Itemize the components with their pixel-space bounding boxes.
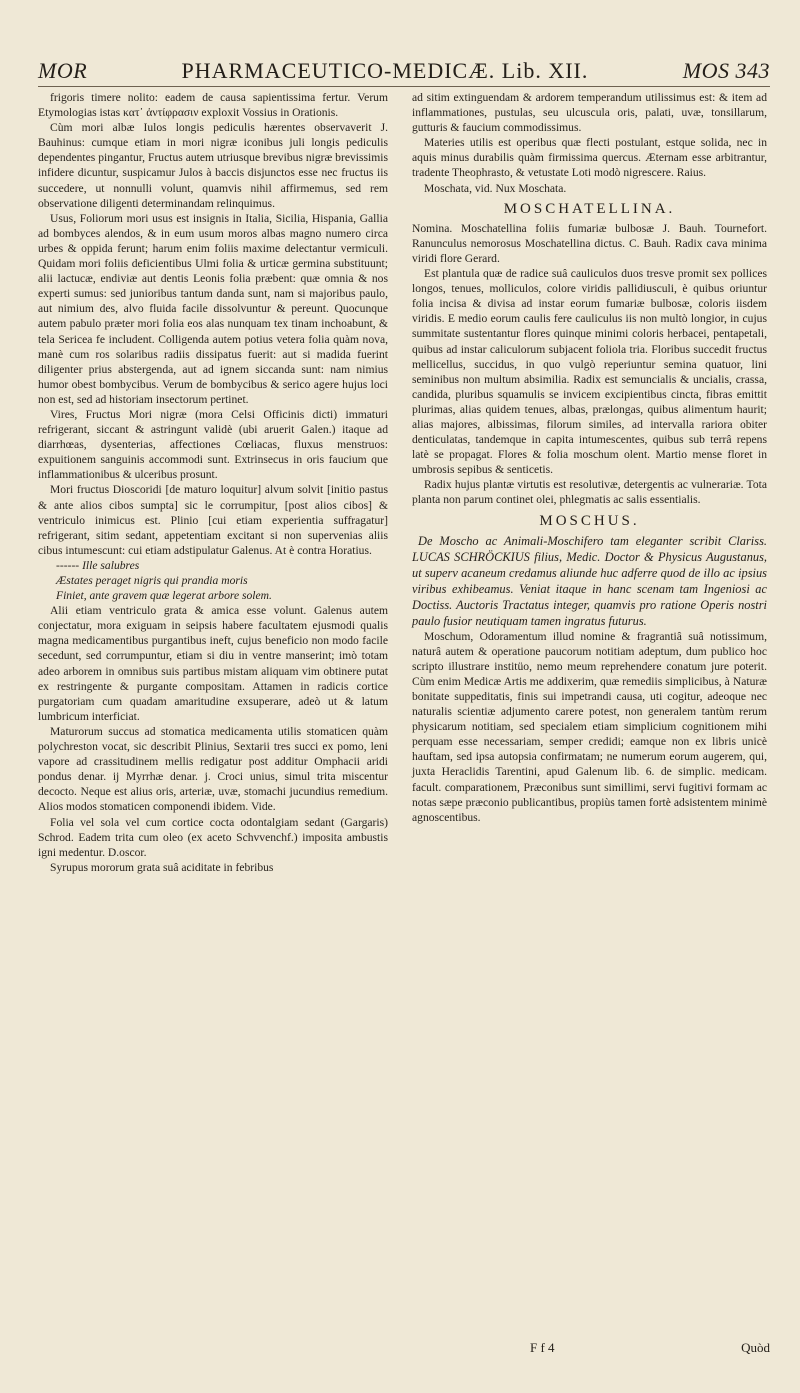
header-right: MOS 343 — [682, 58, 770, 83]
signature-mark: F f 4 — [530, 1340, 555, 1355]
paragraph: Moschata, vid. Nux Moschata. — [424, 181, 567, 195]
paragraph: Materies utilis est operibus quæ flecti postulant, estque solida, nec in aquis minus durabilis quàm firmissima quercus. Æternam esse arbitrantur, tradente Theophrasto, & vetustate Loti modò nigrescere. Raius. — [412, 136, 767, 180]
running-header — [38, 50, 770, 84]
catchword: Quòd — [741, 1340, 770, 1355]
paragraph: ad sitim extinguendam & ardorem temperandum utilissimus est: & item ad inflammationes, pustulas, seu ulcuscula oris, palati, uvæ, tonsillarum, gutturis & faucium commodissimus. — [412, 91, 767, 135]
paragraph: Nomina. Moschatellina foliis fumariæ bulbosæ J. Bauh. Tournefort. Ranunculus nemorosus Moschatellina dictus. C. Bauh. Radix cava minima viridi flore Gerard. — [412, 221, 767, 265]
paragraph: frigoris timere nolito: eadem de causa sapientissima fertur. Verum Etymologias istas κατ᾽ ἀντίφρασιν exploxit Vossius in Orationis. — [38, 91, 388, 120]
header-left: MOR — [38, 58, 88, 83]
header-title: PHARMACEUTICO-MEDICÆ. Lib. XII. — [181, 58, 589, 83]
right-column — [412, 90, 767, 825]
section-heading: MOSCHATELLINA. — [503, 200, 676, 217]
paragraph: Moschum, Odoramentum illud nomine & fragrantiâ suâ notissimum, naturâ autem & operatione paucorum notitiam adeptum, dum publico hoc scripto illustrare institüo, nemo meum reprehendere conatum jure poterit. Cùm enim Medicæ Artis me addixerim, quæ remediis simplicibus, à Naturæ bonitate suppeditatis, finis sui impetrandi causa, uti cogitur, adeoque nec naturalis scientiæ adjumento carere potest, non generalem tantùm rerum physicarum notitiam, sed specialem etiam simplicium cognitionem mihi perquam esse necessariam, semper credidi; eamque non ex libris unicè hauftam, sed ipsa autopsia confirmatam; ne numerum eorum augerem, qui, juxta Heraclidis Tarentini, apud Galenum lib. 6. de simplic. medicam. facult. comparationem, Præconibus sunt simillimi, servi fugitivi formam ac notas sæpe præconio publicantibus, propiùs tamen fortè adsistentem minimè agnoscentibus. — [412, 629, 767, 824]
page-footer — [530, 1340, 770, 1356]
paragraph: Mori fructus Dioscoridi [de maturo loquitur] alvum solvit [initio pastus & ante alios cibos sumpta] sic le corrumpitur, [post alios cibos] & ventriculo inimicus est. Plinio [cui etiam experientia suffragatur] refrigerant, sitim sedant, appetentiam excitant si non supervenias aliis cibus intumescunt: cui etiam adstipulatur Galenus. At è contra Horatius. — [38, 483, 388, 557]
verse-line: Æstates peraget nigris qui prandia moris — [56, 574, 248, 587]
section-heading: MOSCHUS. — [539, 512, 640, 529]
section-intro: De Moscho ac Animali-Moschifero tam eleganter scribit Clariss. LUCAS SCHRÖCKIUS filius, Medic. Doctor & Physicus Augustanus, ut superv acaneum credamus aliunde huc adferre quod de illo ac ipsius viribus exhibeamus. Veniat itaque in hanc scenam tam Ingeniosi ac Doctiss. Auctoris Tractatus integer, quamvis pro ratione Operis nostri paulo fusior neutiquam tamen ingratus futurus. — [412, 533, 767, 628]
paragraph: Usus, Foliorum mori usus est insignis in Italia, Sicilia, Hispania, Gallia ad bombyces alendos, & in eum usum moros albas magno numero circa urbes & oppida ferunt; harum enim foliis maxime delectantur vermiculi. Quidam mori foliis deficientibus Ulmi folia & urticæ germina substituunt; alii lactucæ, endiviæ aut dentis Leonis folia præbent: quæ omnia & nos experti sumus: sed junioribus tantum danda sunt, nam si majoribus paulo, aut nimium des, alvo fluida facile dissolvuntur & pereunt. Quocunque autem pabulo præter mori folia eos alas nunquam tex tinam inchoabunt, & tela Sericea fe includent. Colligenda autem potius vetera folia quàm nova, manè cum ros solaribus radiis dissipatus fuerit: aut si madida fuerint diligenter prius abstergenda, aut ad ignem siccanda sunt: nam nimius humor obest bombycibus. Verum de bombycibus & serico agere hujus loci non est, sed ad historiam insectorum pertinet. — [38, 211, 388, 406]
paragraph: Radix hujus plantæ virtutis est resolutivæ, detergentis ac vulnerariæ. Tota planta non parum continet olei, phlegmatis ac salis essentialis. — [412, 478, 767, 507]
paragraph: Cùm mori albæ Iulos longis pediculis hærentes observaverit J. Bauhinus: cumque etiam in mori nigræ iconibus juli longis pediculis dependentes pingantur, Fructus autem utriusque brevibus nigræ brevissimis infidere dicuntur, suspicamur Julos à baccis disjunctos esse nec fructus iis succedere, ut nonnulli volunt, quamvis nihil affirmemus, sed rem observatione diligenti determinandam relinquimus. — [38, 121, 388, 210]
verse-line: Finiet, ante gravem quæ legerat arbore solem. — [56, 589, 272, 603]
paragraph: Syrupus mororum grata suâ aciditate in febribus — [50, 860, 274, 874]
paragraph: Maturorum succus ad stomatica medicamenta utilis stomaticen quàm polychreston vocat, sic describit Plinius, Sextarii tres succi ex pomo, leni vapore ad crassitudinem mellis redigatur post additur Omphacii aridi pondus denar. ij Myrrhæ denar. j. Croci unius, simul trita miscentur decocto. Neque est alius oris, arteriæ, uvæ, stomachi jucundius remedium. Alios modos stomaticen componendi ibidem. Vide. — [38, 724, 388, 814]
paragraph: Folia vel sola vel cum cortice cocta odontalgiam sedant (Gargaris) Schrod. Eadem trita cum oleo (ex aceto Schvvenchf.) imposita ambustis igni medentur. D.oscor. — [38, 815, 388, 859]
paragraph: Est plantula quæ de radice suâ cauliculos duos tresve promit sex pollices longos, tenues, molliculos, colore viridis pallidiusculi, è quibus oriuntur folia incisa & divisa ad instar eorum fumariæ bulbosæ, coloris iisdem viridis. E medio eorum caulis fere cauliculus iis non multò longior, in cujus summitate sustentantur flores quinque minimi coloris herbacei, pentapetali, quibus ad instar caliculorum subjacent foliola tria. Floribus succedit fructus mellicellus, succidus, in quo vulgò reperiuntur semina quatuor, lini seminibus non multum absimilia. Radix est semuncialis & uncialis, crassa, candida, pluribus squamulis se invicem excipientibus cincta, fibras emittit plurimas, alias quidem tenues, albas, prælongas, quibus alimentum haurit; alias majores, albissimas, filorum similes, ad intervalla rariora obiter denticulatas, tandemque in capita intumescentes, quibus sub terrâ repens latè se propagat. Flores & folia moschum olent. Martio mense floret in umbrosis sepibus & senticetis. — [412, 267, 767, 477]
left-column — [38, 90, 388, 875]
header-rule — [38, 86, 770, 87]
paragraph: Alii etiam ventriculo grata & amica esse volunt. Galenus autem conjectatur, mora exiguam in seipsis habere facultatem ejusmodi qualis magna medicamentibus purgantibus ineft, cujus beneficio non modo facile secedunt, sed corrumpuntur, etiam si diu in ventre manserint; imò totam adeo arborem in omnibus suis partibus mistam aliquam vim obtinere putat ex restringente & purgante compositam. Attamen in radicis cortice purgatoriam cum quadam amaritudine exsuperare, adeò ut & latum lumbricum interficiat. — [38, 604, 388, 723]
paragraph: Vires, Fructus Mori nigræ (mora Celsi Officinis dicti) immaturi refrigerant, siccant & astringunt validè (ubi aruerit Galen.) itaque ad diarrhœas, dysenterias, affectiones Cœliacas, fluxus menstruos: expuitionem sanguinis accommodi sunt. Extrinsecus in oris faucium que inflammationibus & ulceribus prosunt. — [38, 407, 388, 482]
verse-line: ------ Ille salubres — [56, 558, 140, 572]
